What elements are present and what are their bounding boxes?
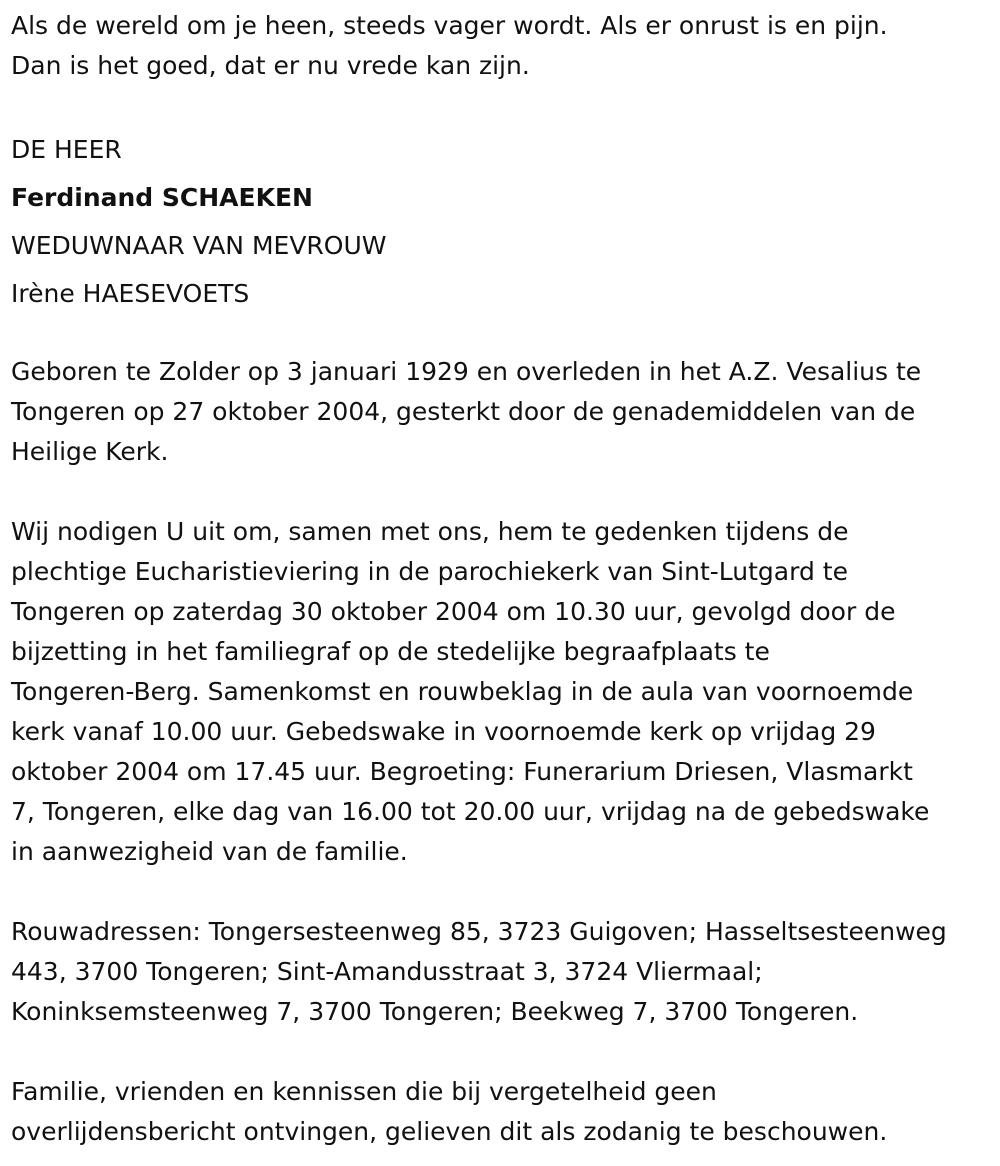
paragraph-line: Koninksemsteenweg 7, 3700 Tongeren; Beekweg 7, 3700 Tongeren. [11,997,859,1026]
death-notice [11,6,996,1152]
paragraph-line: Geboren te Zolder op 3 januari 1929 en overleden in het A.Z. Vesalius te [11,357,922,386]
paragraph-line: 443, 3700 Tongeren; Sint-Amandusstraat 3, 3724 Vliermaal; [11,957,763,986]
deceased-name: Ferdinand SCHAEKEN [11,183,313,212]
closing-paragraph [11,1072,996,1152]
paragraph-line: 7, Tongeren, elke dag van 16.00 tot 20.00 uur, vrijdag na de gebedswake [11,797,930,826]
paragraph-line: bijzetting in het familiegraf op de stedelijke begraafplaats te [11,637,770,666]
verse-line: Als de wereld om je heen, steeds vager wordt. Als er onrust is en pijn. [11,11,888,40]
relation-label: WEDUWNAAR VAN MEVROUW [11,231,387,260]
paragraph-line: Familie, vrienden en kennissen die bij vergetelheid geen [11,1077,717,1106]
paragraph-line: Wij nodigen U uit om, samen met ons, hem te gedenken tijdens de [11,517,849,546]
paragraph-line: plechtige Eucharistieviering in de parochiekerk van Sint-Lutgard te [11,557,848,586]
verse-line: Dan is het goed, dat er nu vrede kan zijn. [11,51,530,80]
paragraph-line: Rouwadressen: Tongersesteenweg 85, 3723 Guigoven; Hasseltsesteenweg [11,917,947,946]
deceased-heading [11,126,996,318]
paragraph-line: oktober 2004 om 17.45 uur. Begroeting: Funerarium Driesen, Vlasmarkt [11,757,913,786]
birth-death-paragraph [11,352,996,472]
paragraph-line: Tongeren op zaterdag 30 oktober 2004 om 10.30 uur, gevolgd door de [11,597,896,626]
paragraph-line: overlijdensbericht ontvingen, gelieven dit als zodanig te beschouwen. [11,1117,888,1146]
invitation-paragraph [11,512,996,872]
title-prefix: DE HEER [11,135,122,164]
paragraph-line: kerk vanaf 10.00 uur. Gebedswake in voornoemde kerk op vrijdag 29 [11,717,876,746]
opening-verse [11,6,996,86]
paragraph-line: Heilige Kerk. [11,437,169,466]
paragraph-line: Tongeren-Berg. Samenkomst en rouwbeklag in de aula van voornoemde [11,677,914,706]
spouse-name: Irène HAESEVOETS [11,279,250,308]
addresses-paragraph [11,912,996,1032]
paragraph-line: Tongeren op 27 oktober 2004, gesterkt door de genademiddelen van de [11,397,916,426]
paragraph-line: in aanwezigheid van de familie. [11,837,408,866]
